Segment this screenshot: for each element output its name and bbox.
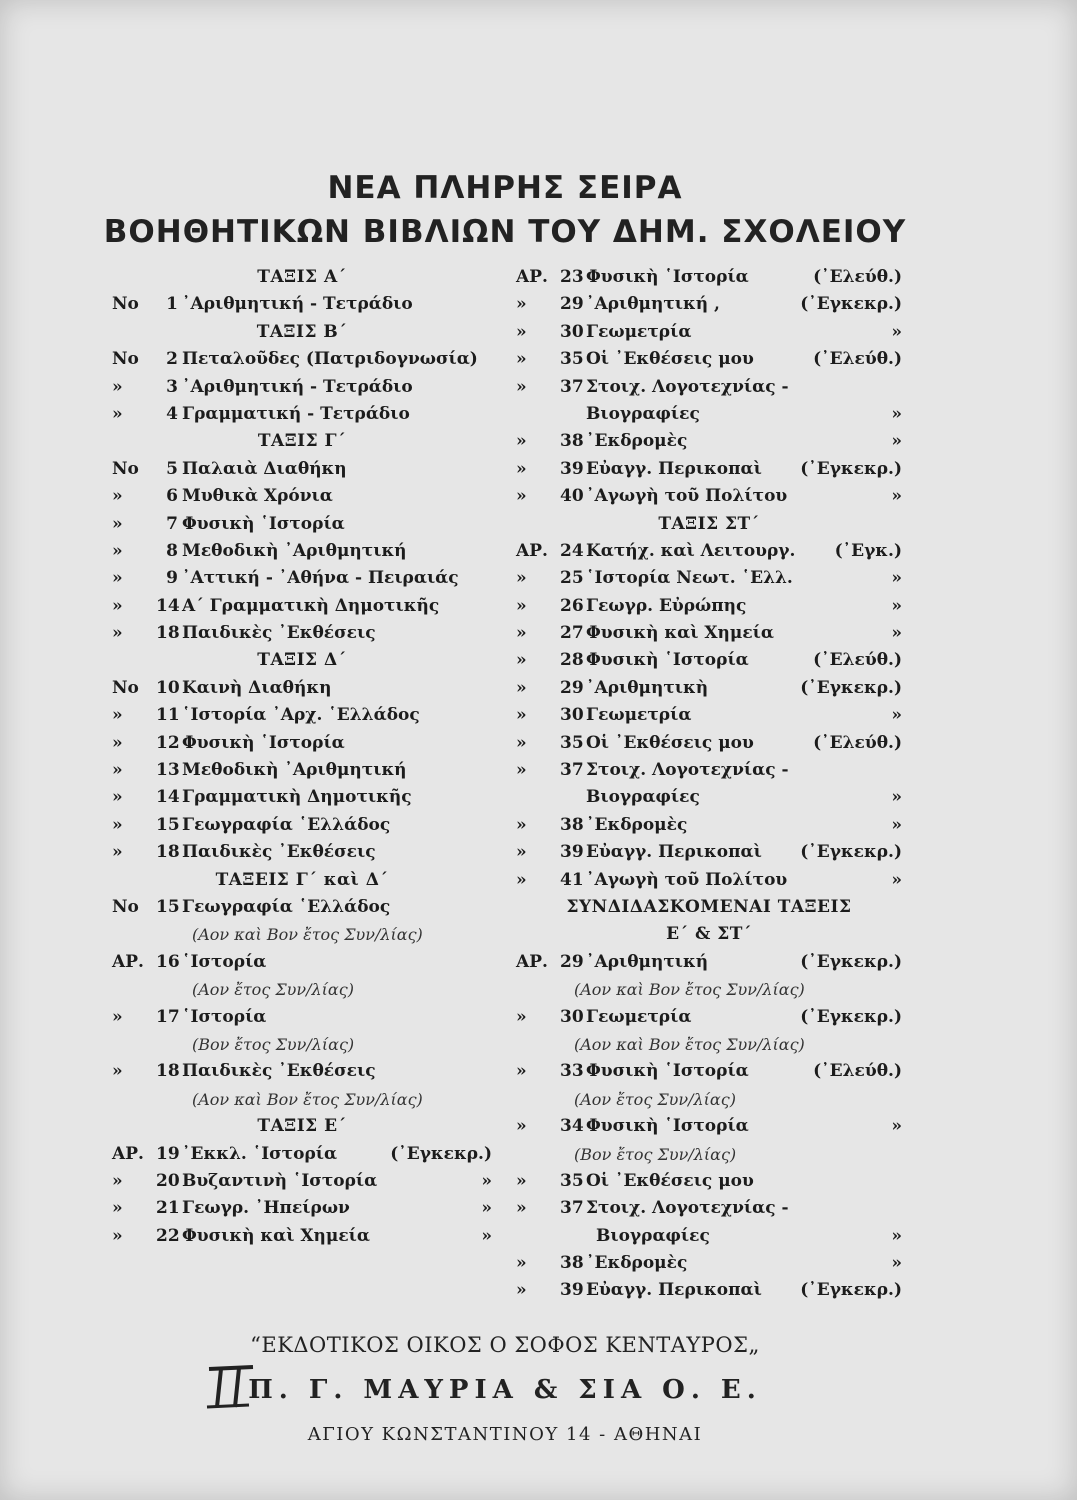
class-heading: ΤΑΞΙΣ Δ΄ xyxy=(257,650,347,671)
entry-status: » xyxy=(891,486,902,507)
book-entry xyxy=(516,839,902,866)
entry-prefix: Νο xyxy=(112,458,139,479)
entry-status: (᾽Εγκεκρ.) xyxy=(800,458,902,479)
book-entry xyxy=(516,949,902,976)
entry-title: Στοιχ. Λογοτεχνίας - xyxy=(586,760,789,781)
entry-title: ᾽Αριθμητική - Τετράδιο xyxy=(182,376,413,397)
entry-title: Γεωμετρία xyxy=(586,1006,692,1027)
entry-prefix: » xyxy=(516,1006,527,1027)
entry-note: (Αον ἔτος Συν/λίας) xyxy=(574,1089,736,1109)
entry-title: Παιδικὲς ᾽Εκθέσεις xyxy=(182,1061,376,1082)
entry-note: (Αον καὶ Βον ἔτος Συν/λίας) xyxy=(574,1034,805,1054)
book-entry xyxy=(112,1141,492,1168)
book-entry xyxy=(516,812,902,839)
left-column xyxy=(112,264,492,1250)
entry-title: Μεθοδικὴ ᾽Αριθμητική xyxy=(182,760,407,781)
entry-status: (᾽Ελεύθ.) xyxy=(813,349,902,370)
book-entry xyxy=(516,483,902,510)
book-entry xyxy=(112,620,492,647)
book-entry xyxy=(112,702,492,729)
entry-title: Παιδικὲς ᾽Εκθέσεις xyxy=(182,842,376,863)
entry-number: 10 xyxy=(156,677,180,698)
book-entry xyxy=(516,346,902,373)
entry-number: 14 xyxy=(156,595,180,616)
book-entry xyxy=(112,346,492,373)
entry-title: Καινὴ Διαθήκη xyxy=(182,677,332,698)
entry-prefix: ΑΡ. xyxy=(112,1143,144,1164)
book-entry xyxy=(112,538,492,565)
entry-title: Φυσικὴ καὶ Χημεία xyxy=(586,623,774,644)
book-entry xyxy=(516,428,902,455)
entry-prefix: » xyxy=(112,787,123,808)
book-entry xyxy=(112,511,492,538)
entry-note: (Βον ἔτος Συν/λίας) xyxy=(192,1034,355,1054)
entry-prefix: Νο xyxy=(112,294,139,315)
entry-title: ᾽Αριθμητική xyxy=(586,951,709,972)
entry-status: » xyxy=(891,1116,902,1137)
entry-title: ᾽Εκδρομὲς xyxy=(586,1253,688,1274)
entry-prefix: » xyxy=(516,1061,527,1082)
entry-prefix: » xyxy=(516,869,527,890)
entry-title: ῾Ιστορία xyxy=(182,951,267,972)
entry-title: Γραμματική - Τετράδιο xyxy=(182,403,410,424)
entry-status: (᾽Εγκεκρ.) xyxy=(800,1006,902,1027)
catalogue-title: ΝΕΑ ΠΛΗΡΗΣ ΣΕΙΡΑ xyxy=(327,170,683,206)
entry-number: 6 xyxy=(166,486,178,507)
entry-status: (᾽Εγκεκρ.) xyxy=(800,951,902,972)
entry-title: Βιογραφίες xyxy=(596,1225,710,1246)
publisher-address: ΑΓΙΟΥ ΚΩΝΣΤΑΝΤΙΝΟΥ 14 - ΑΘΗΝΑΙ xyxy=(307,1424,703,1445)
entry-number: 34 xyxy=(560,1116,584,1137)
entry-prefix: » xyxy=(112,623,123,644)
entry-prefix: » xyxy=(516,1253,527,1274)
entry-number: 12 xyxy=(156,732,180,753)
book-entry xyxy=(112,483,492,510)
entry-number: 13 xyxy=(156,760,180,781)
entry-title: Α΄ Γραμματικὴ Δημοτικῆς xyxy=(182,595,440,616)
book-entry xyxy=(112,839,492,866)
entry-number: 26 xyxy=(560,595,584,616)
entry-note: (Αον καὶ Βον ἔτος Συν/λίας) xyxy=(192,925,423,945)
catalogue-subtitle: ΒΟΗΘΗΤΙΚΩΝ ΒΙΒΛΙΩΝ ΤΟΥ ΔΗΜ. ΣΧΟΛΕΙΟΥ xyxy=(103,214,907,250)
entry-number: 1 xyxy=(166,294,178,315)
entry-prefix: » xyxy=(112,814,123,835)
entry-title: Γεωγρ. ᾽Ηπείρων xyxy=(182,1198,350,1219)
entry-title: Φυσικὴ ῾Ιστορία xyxy=(586,267,749,287)
book-entry xyxy=(112,784,492,811)
book-entry xyxy=(516,456,902,483)
entry-title: Στοιχ. Λογοτεχνίας - xyxy=(586,1198,789,1219)
entry-prefix: » xyxy=(516,294,527,315)
entry-title: Παλαιὰ Διαθήκη xyxy=(182,458,347,479)
entry-number: 25 xyxy=(560,568,584,589)
entry-number: 18 xyxy=(156,623,180,644)
entry-number: 11 xyxy=(156,705,180,726)
entry-number: 41 xyxy=(560,869,584,890)
entry-number: 35 xyxy=(560,349,584,370)
entry-title: Γεωμετρία xyxy=(586,321,692,342)
entry-status: (᾽Εγκεκρ.) xyxy=(800,294,902,315)
entry-number: 28 xyxy=(560,650,584,671)
book-entry xyxy=(516,1168,902,1195)
book-entry xyxy=(516,1058,902,1085)
class-heading: ΤΑΞΙΣ Γ΄ xyxy=(257,431,347,452)
entry-status: » xyxy=(891,431,902,452)
entry-status: (᾽Εγκεκρ.) xyxy=(800,842,902,863)
entry-prefix: » xyxy=(516,650,527,671)
entry-prefix: ΑΡ. xyxy=(516,540,548,561)
book-entry xyxy=(516,291,902,318)
entry-prefix: » xyxy=(112,1006,123,1027)
book-entry xyxy=(516,264,902,291)
entry-number: 15 xyxy=(156,896,180,917)
class-heading: ΤΑΞΙΣ Α΄ xyxy=(257,267,347,287)
book-entry xyxy=(516,565,902,592)
entry-number: 38 xyxy=(560,431,584,452)
entry-number: 15 xyxy=(156,814,180,835)
entry-prefix: ΑΡ. xyxy=(516,951,548,972)
entry-prefix: » xyxy=(516,376,527,397)
entry-status: (᾽Ελεύθ.) xyxy=(813,732,902,753)
entry-prefix: Νο xyxy=(112,896,139,917)
entry-title: ῾Ιστορία xyxy=(182,1006,267,1027)
entry-title: Μεθοδικὴ ᾽Αριθμητική xyxy=(182,540,407,561)
publisher-name: “ΕΚΔΟΤΙΚΟΣ ΟΙΚΟΣ Ο ΣΟΦΟΣ ΚΕΝΤΑΥΡΟΣ„ xyxy=(250,1333,760,1357)
entry-prefix: » xyxy=(112,1170,123,1191)
book-entry xyxy=(516,757,902,784)
entry-status: » xyxy=(891,623,902,644)
class-heading: ΤΑΞΙΣ Ε΄ xyxy=(257,1116,347,1137)
entry-prefix: » xyxy=(112,760,123,781)
entry-prefix: » xyxy=(112,486,123,507)
entry-prefix: ΑΡ. xyxy=(112,951,144,972)
entry-number: 39 xyxy=(560,1280,584,1301)
entry-number: 29 xyxy=(560,677,584,698)
entry-number: 35 xyxy=(560,1170,584,1191)
entry-title: ᾽Αριθμητική , xyxy=(586,294,720,315)
entry-title: Φυσικὴ ῾Ιστορία xyxy=(586,1061,749,1082)
book-entry xyxy=(112,593,492,620)
entry-prefix: ΑΡ. xyxy=(516,267,548,287)
entry-number: 24 xyxy=(560,540,584,561)
entry-number: 39 xyxy=(560,842,584,863)
entry-prefix: » xyxy=(112,595,123,616)
class-heading: ΣΥΝΔΙΔΑΣΚΟΜΕΝΑΙ ΤΑΞΕΙΣ xyxy=(566,896,852,917)
entry-title: Φυσικὴ καὶ Χημεία xyxy=(182,1225,370,1246)
entry-prefix: Νο xyxy=(112,349,139,370)
entry-status: » xyxy=(891,787,902,808)
entry-number: 30 xyxy=(560,321,584,342)
entry-prefix: » xyxy=(516,595,527,616)
book-entry xyxy=(516,702,902,729)
book-entry xyxy=(516,1004,902,1031)
entry-prefix: » xyxy=(112,842,123,863)
entry-number: 18 xyxy=(156,842,180,863)
entry-title: ᾽Εκκλ. ῾Ιστορία xyxy=(182,1143,338,1164)
entry-number: 35 xyxy=(560,732,584,753)
entry-status: (᾽Εγκεκρ.) xyxy=(800,1280,902,1301)
book-entry xyxy=(516,374,902,401)
entry-title: ᾽Αριθμητική - Τετράδιο xyxy=(182,294,413,315)
entry-prefix: » xyxy=(516,705,527,726)
publisher-company: Π. Γ. ΜΑΥΡΙΑ & ΣΙΑ Ο. Ε. xyxy=(248,1375,762,1405)
entry-title: Κατήχ. καὶ Λειτουργ. xyxy=(586,540,796,561)
entry-status: » xyxy=(891,321,902,342)
entry-number: 4 xyxy=(166,403,178,424)
entry-prefix: » xyxy=(516,321,527,342)
book-entry xyxy=(516,538,902,565)
entry-number: 37 xyxy=(560,760,584,781)
entry-prefix: » xyxy=(112,1198,123,1219)
entry-title: Εὐαγγ. Περικοπαὶ xyxy=(586,1280,762,1301)
entry-number: 8 xyxy=(166,540,178,561)
entry-prefix: » xyxy=(516,842,527,863)
book-entry xyxy=(516,593,902,620)
entry-prefix: » xyxy=(112,376,123,397)
entry-prefix: » xyxy=(516,814,527,835)
entry-title: Παιδικὲς ᾽Εκθέσεις xyxy=(182,623,376,644)
entry-title: Οἱ ᾽Εκθέσεις μου xyxy=(586,1170,754,1191)
book-entry xyxy=(112,291,492,318)
entry-title: ᾽Αγωγὴ τοῦ Πολίτου xyxy=(586,486,788,507)
entry-title: Γεωγραφία ῾Ελλάδος xyxy=(182,896,391,917)
entry-status: » xyxy=(481,1225,492,1246)
book-entry xyxy=(516,675,902,702)
entry-number: 3 xyxy=(166,376,178,397)
entry-title: Μυθικὰ Χρόνια xyxy=(182,486,333,507)
book-entry xyxy=(112,456,492,483)
book-entry xyxy=(112,1168,492,1195)
entry-title: Γεωμετρία xyxy=(586,705,692,726)
entry-status: (᾽Εγκ.) xyxy=(834,540,902,561)
entry-title: ῾Ιστορία ᾽Αρχ. ῾Ελλάδος xyxy=(182,705,420,726)
entry-status: » xyxy=(891,595,902,616)
book-entry xyxy=(112,675,492,702)
book-entry xyxy=(516,647,902,674)
entry-status: » xyxy=(891,1253,902,1274)
entry-prefix: » xyxy=(112,1225,123,1246)
entry-status: (᾽Ελεύθ.) xyxy=(813,1061,902,1082)
entry-status: » xyxy=(891,869,902,890)
entry-number: 33 xyxy=(560,1061,584,1082)
entry-number: 16 xyxy=(156,951,180,972)
entry-number: 27 xyxy=(560,623,584,644)
book-entry-continued xyxy=(516,1223,902,1250)
entry-title: Εὐαγγ. Περικοπαὶ xyxy=(586,842,762,863)
entry-number: 40 xyxy=(560,486,584,507)
entry-prefix: » xyxy=(112,568,123,589)
entry-note: (Βον ἔτος Συν/λίας) xyxy=(574,1144,737,1164)
entry-number: 30 xyxy=(560,705,584,726)
entry-number: 9 xyxy=(166,568,178,589)
book-entry xyxy=(112,1195,492,1222)
entry-prefix: » xyxy=(112,403,123,424)
entry-status: » xyxy=(891,1225,902,1246)
book-entry xyxy=(112,401,492,428)
entry-number: 23 xyxy=(560,267,584,287)
book-entry xyxy=(516,1250,902,1277)
entry-prefix: » xyxy=(516,568,527,589)
entry-status: » xyxy=(891,403,902,424)
entry-number: 14 xyxy=(156,787,180,808)
entry-status: (᾽Ελεύθ.) xyxy=(813,650,902,671)
book-entry xyxy=(516,730,902,757)
entry-prefix: » xyxy=(516,349,527,370)
entry-prefix: » xyxy=(112,513,123,534)
entry-title: Φυσικὴ ῾Ιστορία xyxy=(586,1116,749,1137)
entry-title: ᾽Αριθμητικὴ xyxy=(586,677,709,698)
book-entry xyxy=(516,620,902,647)
entry-prefix: » xyxy=(516,1198,527,1219)
book-entry-continued xyxy=(516,401,902,428)
entry-prefix: » xyxy=(112,540,123,561)
book-entry xyxy=(112,730,492,757)
class-heading: ΤΑΞΙΣ Β΄ xyxy=(256,321,348,342)
entry-number: 7 xyxy=(166,513,178,534)
entry-prefix: » xyxy=(112,1061,123,1082)
entry-status: (᾽Εγκεκρ.) xyxy=(800,677,902,698)
entry-number: 5 xyxy=(166,458,178,479)
book-entry xyxy=(112,565,492,592)
entry-number: 29 xyxy=(560,951,584,972)
entry-prefix: » xyxy=(516,760,527,781)
entry-prefix: » xyxy=(112,705,123,726)
entry-status: » xyxy=(891,814,902,835)
entry-number: 37 xyxy=(560,376,584,397)
entry-status: » xyxy=(891,568,902,589)
entry-title: Φυσικὴ ῾Ιστορία xyxy=(182,732,345,753)
entry-number: 30 xyxy=(560,1006,584,1027)
entry-title: Γεωγραφία ῾Ελλάδος xyxy=(182,814,391,835)
entry-title: Πεταλοῦδες (Πατριδογνωσία) xyxy=(182,349,478,370)
entry-prefix: » xyxy=(516,623,527,644)
entry-note: (Αον καὶ Βον ἔτος Συν/λίας) xyxy=(192,1089,423,1109)
entry-title: Οἱ ᾽Εκθέσεις μου xyxy=(586,732,754,753)
entry-note: (Αον καὶ Βον ἔτος Συν/λίας) xyxy=(574,980,805,1000)
book-entry xyxy=(516,1113,902,1140)
entry-prefix: » xyxy=(112,732,123,753)
entry-number: 18 xyxy=(156,1061,180,1082)
entry-status: » xyxy=(891,705,902,726)
entry-title: ᾽Αττική - ᾽Αθήνα - Πειραιάς xyxy=(182,568,459,589)
entry-prefix: » xyxy=(516,486,527,507)
entry-title: ᾽Εκδρομὲς xyxy=(586,814,688,835)
entry-title: ᾽Εκδρομὲς xyxy=(586,431,688,452)
book-entry xyxy=(516,1195,902,1222)
book-entry xyxy=(112,1058,492,1085)
entry-title: Βιογραφίες xyxy=(586,787,700,808)
book-entry xyxy=(112,812,492,839)
entry-title: Στοιχ. Λογοτεχνίας - xyxy=(586,376,789,397)
entry-title: Φυσικὴ ῾Ιστορία xyxy=(182,513,345,534)
book-entry-continued xyxy=(516,784,902,811)
entry-number: 19 xyxy=(156,1143,180,1164)
class-heading: Ε΄ & ΣΤ΄ xyxy=(666,924,752,945)
entry-number: 20 xyxy=(156,1170,180,1191)
page-edge xyxy=(1077,0,1089,1500)
entry-status: (᾽Εγκεκρ.) xyxy=(390,1143,492,1164)
entry-status: » xyxy=(481,1170,492,1191)
book-entry xyxy=(112,1004,492,1031)
book-entry xyxy=(112,949,492,976)
entry-title: Οἱ ᾽Εκθέσεις μου xyxy=(586,349,754,370)
entry-status: » xyxy=(481,1198,492,1219)
entry-number: 21 xyxy=(156,1198,180,1219)
entry-prefix: » xyxy=(516,431,527,452)
entry-prefix: » xyxy=(516,1280,527,1301)
entry-number: 38 xyxy=(560,1253,584,1274)
entry-number: 39 xyxy=(560,458,584,479)
entry-title: Γραμματικὴ Δημοτικῆς xyxy=(182,787,412,808)
entry-prefix: » xyxy=(516,1170,527,1191)
entry-title: Βιογραφίες xyxy=(586,403,700,424)
book-entry xyxy=(516,1277,902,1304)
book-entry xyxy=(112,894,492,921)
entry-status: (᾽Ελεύθ.) xyxy=(813,267,902,287)
entry-number: 38 xyxy=(560,814,584,835)
entry-title: ῾Ιστορία Νεωτ. ῾Ελλ. xyxy=(586,568,793,589)
book-entry xyxy=(112,1223,492,1250)
class-heading: ΤΑΞΙΣ ΣΤ΄ xyxy=(658,513,760,534)
class-heading: ΤΑΞΕΙΣ Γ΄ καὶ Δ΄ xyxy=(215,869,389,890)
entry-number: 22 xyxy=(156,1225,180,1246)
entry-prefix: » xyxy=(516,732,527,753)
entry-title: Γεωγρ. Εὐρώπης xyxy=(586,595,747,616)
entry-title: Βυζαντινὴ ῾Ιστορία xyxy=(182,1170,378,1191)
entry-prefix: » xyxy=(516,458,527,479)
entry-prefix: » xyxy=(516,1116,527,1137)
entry-prefix: Νο xyxy=(112,677,139,698)
entry-title: Φυσικὴ ῾Ιστορία xyxy=(586,650,749,671)
right-column xyxy=(516,264,902,1305)
book-entry xyxy=(112,374,492,401)
entry-number: 17 xyxy=(156,1006,180,1027)
entry-number: 37 xyxy=(560,1198,584,1219)
entry-note: (Αον ἔτος Συν/λίας) xyxy=(192,980,354,1000)
book-entry xyxy=(516,319,902,346)
entry-title: ᾽Αγωγὴ τοῦ Πολίτου xyxy=(586,869,788,890)
entry-prefix: » xyxy=(516,677,527,698)
book-entry xyxy=(112,757,492,784)
book-entry xyxy=(516,867,902,894)
entry-number: 29 xyxy=(560,294,584,315)
entry-title: Εὐαγγ. Περικοπαὶ xyxy=(586,458,762,479)
entry-number: 2 xyxy=(166,349,178,370)
